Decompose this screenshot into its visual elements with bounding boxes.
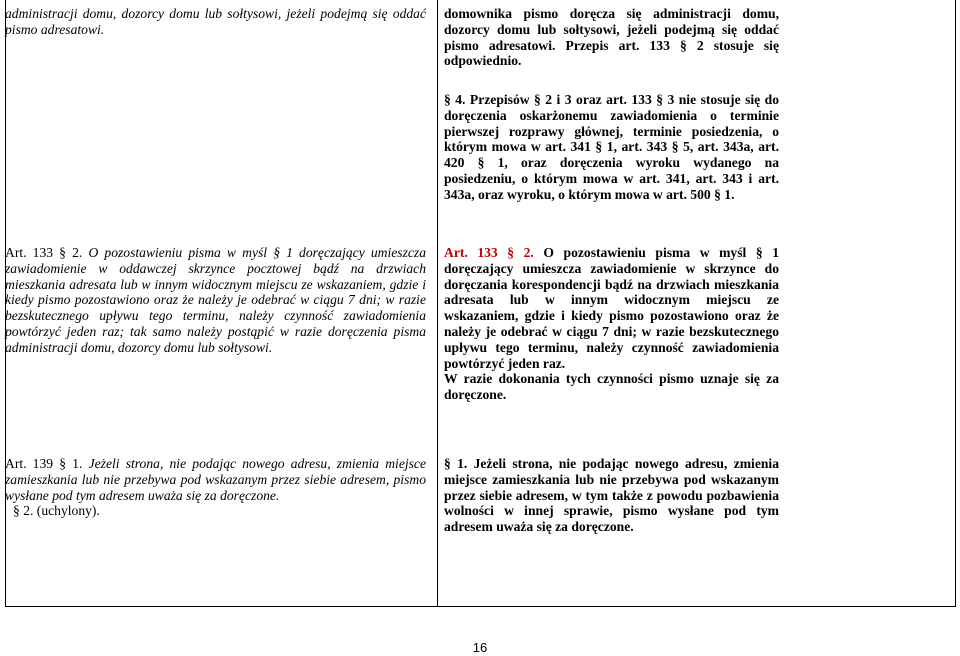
article-extra: W razie dokonania tych czynności pismo uznaje się za doręczone.: [444, 371, 779, 403]
right-article-133: [444, 245, 779, 403]
article-tail: § 2. (uchylony).: [13, 503, 100, 519]
right-article-139: § 1. Jeżeli strona, nie podając nowego adresu, zmienia miejsce zamieszkania lub nie przebywa pod wskazanym przez siebie adresem, w tym także z powodu pozbawienia wolności w innej sprawie, pismo wysłane pod tym adresem uważa się za doręczone.: [444, 456, 779, 535]
article-heading: Art. 139 § 1.: [5, 456, 83, 471]
article-heading: Art. 133 § 2.: [444, 245, 534, 260]
article-body: Jeżeli strona, nie podając nowego adresu, zmienia miejsce zamieszkania lub nie przebywa pod wskazanym przez siebie adresem, pismo wysłane pod tym adresem uważa się za doręczone.: [5, 456, 426, 503]
article-heading: Art. 133 § 2.: [5, 245, 83, 260]
article-body: O pozostawieniu pisma w myśl § 1 doręczający umieszcza zawiadomienie w oddawczej skrzynce pocztowej bądź na drzwiach mieszkania adresata lub w innym widocznym miejscu ze wskazaniem, gdzie i kiedy pismo pozostawiono oraz że należy je odebrać w ciągu 7 dni; w razie bezskutecznego upływu tego terminu, należy czynność zawiadomienia powtórzyć jeden raz; tak samo należy postąpić w razie doręczenia pisma administracji domu, dozorcy domu lub sołtysowi.: [5, 245, 426, 355]
left-article-139: [5, 456, 426, 519]
left-article-133: [5, 245, 426, 356]
article-body: O pozostawieniu pisma w myśl § 1 doręczający umieszcza zawiadomienie w skrzynce do doręczania korespondencji bądź na drzwiach mieszkania adresata lub w innym widocznym miejscu ze wskazaniem, gdzie i kiedy pismo pozostawiono oraz że należy je odebrać w ciągu 7 dni; w razie bezskutecznego upływu tego terminu, należy czynność zawiadomienia powtórzyć jeden raz.: [444, 245, 779, 371]
left-paragraph-1: administracji domu, dozorcy domu lub sołtysowi, jeżeli podejmą się oddać pismo adresatowi.: [5, 6, 426, 37]
page-number: 16: [472, 640, 488, 655]
column-divider: [437, 0, 438, 606]
right-paragraph-2: § 4. Przepisów § 2 i 3 oraz art. 133 § 3 nie stosuje się do doręczenia oskarżonemu zawiadomienia o terminie pierwszej rozprawy głównej, terminie posiedzenia, o którym mowa w art. 341 § 1, art. 343 § 5, art. 343a, art. 420 § 1, oraz doręczenia wyroku wydanego na posiedzeniu, o którym mowa w art. 341, art. 343 i art. 343a, oraz wyroku, o którym mowa w art. 500 § 1.: [444, 92, 779, 202]
right-paragraph-1: domownika pismo doręcza się administracji domu, dozorcy domu lub sołtysowi, jeżeli podejmą się oddać pismo adresatowi. Przepis art. 133 § 2 stosuje się odpowiednio.: [444, 6, 779, 69]
